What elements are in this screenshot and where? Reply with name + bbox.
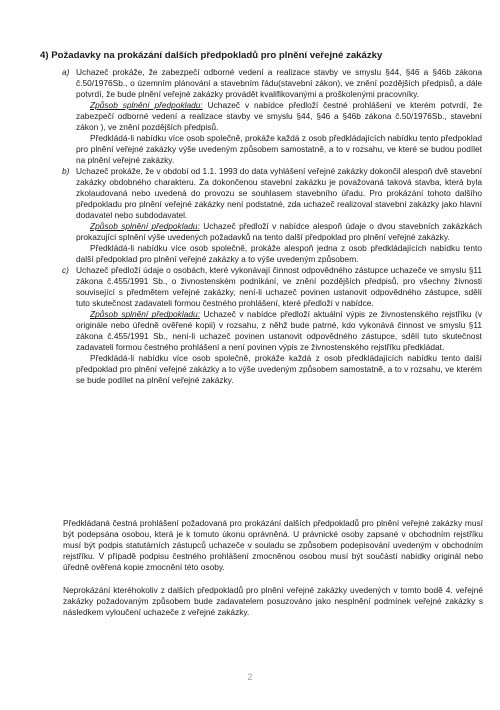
requirement-item-b	[62, 166, 482, 265]
requirement-text: Uchazeč prokáže, že zabezpečí odborné vedení a realizace stavby ve smyslu §44, §46 a §46b zákona č.50/1976Sb., o územním plánování a stavebním řádu(stavební zákon), ve znění pozdějších předpisů, a dále potvrdí, že bude plnění veřejné zakázky provádět kvalifikovanými a proškolenými pracovníky.	[76, 67, 482, 100]
fulfillment-method	[76, 221, 482, 243]
fulfillment-text: Uchazeč v nabídce předloží čestné prohlášení ve kterém potvrdí, že zabezpečí odborné vedení a realizace stavby ve smyslu §44, §46 a §46b zákona č.50/1976Sb., stavební zákon ), ve znění pozdějších předpisů.	[76, 100, 482, 133]
item-marker: c)	[62, 265, 69, 276]
joint-bid-text: Předkládá-li nabídku více osob společně, prokáže alespoň jedna z osob předkládajících nabídku tento další předpoklad pro plnění veřejné zakázky a to výše uvedeným způsobem.	[76, 243, 482, 265]
fulfillment-text: Uchazeč předloží v nabídce alespoň údaje o dvou stavebních zakázkách prokazující splnění výše uvedených požadavků na tento další předpoklad pro plnění veřejné zakázky.	[76, 221, 482, 243]
fulfillment-method	[76, 309, 482, 353]
fulfillment-label: Způsob splnění předpokladu:	[90, 309, 200, 320]
item-marker: b)	[62, 166, 70, 177]
requirement-item-a	[62, 67, 482, 166]
declaration-signature-paragraph: Předkládaná čestná prohlášení požadovaná pro prokázání dalších předpokladů pro plnění veřejné zakázky musí být podepsána osobou, která je k tomuto úkonu oprávněná. U právnické osoby zapsané v obchodním rejstříku musí být podpis statutárních zástupců uchazeče v souladu se způsobem podepisování uvedeným v obchodním rejstříku. V případě podpisu čestného prohlášení zmocněnou osobou musí být součástí nabídky originál nebo úředně ověřená kopie zmocnění této osoby.	[63, 518, 483, 573]
requirement-item-c	[62, 265, 482, 386]
requirement-text: Uchazeč předloží údaje o osobách, které vykonávají činnost odpovědného zástupce uchazeče ve smyslu §11 zákona č.455/1991 Sb., o živnostenském podnikání, ve znění pozdějších předpisů, pro všechny živnosti související s předmětem veřejné zakázky, není-li uchazeč povinen ustanovit odpovědného zástupce, sdělí tuto skutečnost zadavateli formou čestného prohlášení, které předloží v nabídce.	[76, 265, 482, 309]
fulfillment-method	[76, 100, 482, 133]
requirements-list	[62, 67, 482, 386]
page-number: 2	[247, 672, 253, 682]
closing-paragraphs	[63, 518, 483, 630]
joint-bid-text: Předkládá-li nabídku více osob společně, prokáže každá z osob předkládajících nabídku tento další předpoklad pro plnění veřejné zakázky a to výše uvedeným způsobem samostatně, a to v rozsahu, ve kterém se bude podílet na plnění veřejné zakázky.	[76, 353, 482, 386]
fulfillment-text: Uchazeč v nabídce předloží aktuální výpis ze živnostenského rejstříku (v originále nebo úředně ověřené kopii) v rozsahu, z něhž bude patrné, kdo vykonává činnost ve smyslu §11 zákona č.455/1991 Sb., není-li uchazeč povinen ustanovit odpovědného zástupce, sdělí tuto skutečnost zadavateli formou čestného prohlášení a není povinen výpis ze živnostenského rejstříku předkládat.	[76, 309, 482, 353]
requirement-text: Uchazeč prokáže, že v období od 1.1. 1993 do data vyhlášení veřejné zakázky dokončil alespoň dvě stavební zakázky obdobného charakteru. Za dokončenou stavební zakázku je považovaná taková stavba, která byla zkolaudovaná nebo uvedená do provozu se souhlasem stavebního úřadu. Pro prokázání tohoto dalšího předpokladu pro plnění veřejné zakázky není podstatné, zda uchazeč realizoval stavební zakázky jako hlavní dodavatel nebo subdodavatel.	[76, 166, 482, 221]
fulfillment-label: Způsob splnění předpokladu:	[90, 221, 200, 232]
section-heading: 4) Požadavky na prokázání dalších předpokladů pro plnění veřejné zakázky	[40, 50, 383, 61]
exclusion-paragraph: Neprokázání kteréhokoliv z dalších předpokladů pro plnění veřejné zakázky uvedených v tomto bodě 4. veřejné zakázky požadovaným způsobem bude zadavatelem posuzováno jako nesplnění podmínek veřejné zakázky s následkem vyloučení uchazeče z veřejné zakázky.	[63, 585, 483, 618]
item-marker: a)	[62, 67, 70, 77]
fulfillment-label: Způsob splnění předpokladu:	[90, 100, 203, 111]
joint-bid-text: Předkládá-li nabídku více osob společně, prokáže každá z osob předkládajících nabídku tento předpoklad pro plnění veřejné zakázky výše uvedeným způsobem samostatně, a to v rozsahu, ve které se budou podílet na plnění veřejné zakázky.	[76, 133, 482, 166]
